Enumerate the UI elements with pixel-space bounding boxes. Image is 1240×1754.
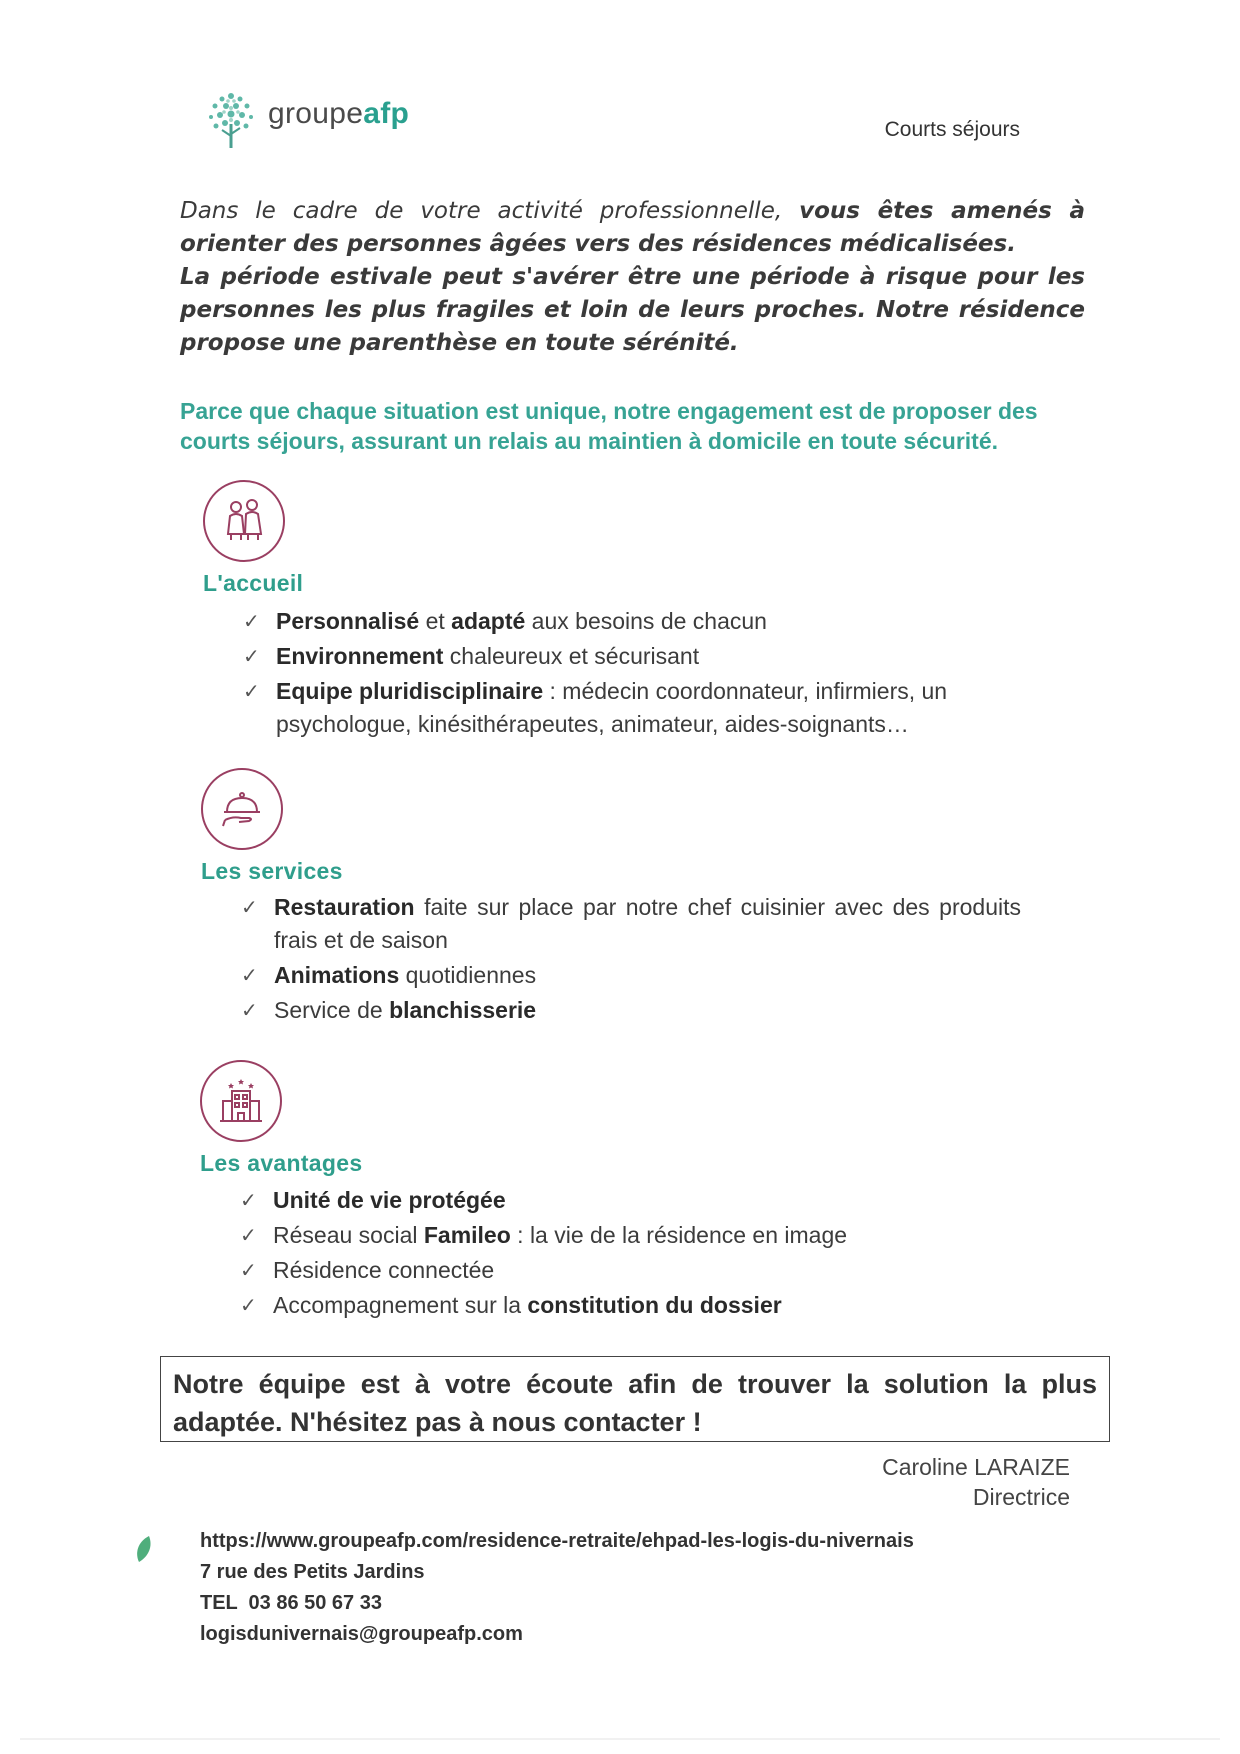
- signatory-role: Directrice: [972, 1484, 1070, 1510]
- postal-address: 7 rue des Petits Jardins: [200, 1561, 425, 1583]
- tree-logo-icon: [200, 84, 262, 154]
- list-item: ✓ Réseau social Famileo : la vie de la résidence en image: [240, 1219, 1040, 1252]
- checkmark-icon: ✓: [240, 1258, 257, 1282]
- contact-footer: [200, 1526, 914, 1650]
- list-item: ✓ Résidence connectée: [240, 1254, 1040, 1287]
- checkmark-icon: ✓: [243, 609, 260, 633]
- signatory-name: Caroline LARAIZE: [882, 1454, 1070, 1480]
- building-icon: [200, 1060, 282, 1142]
- contact-callout-box: Notre équipe est à votre écoute afin de trouver la solution la plus adaptée. N'hésitez pas à nous contacter !: [160, 1356, 1110, 1442]
- logo-wordmark: groupeafp: [268, 97, 410, 130]
- document-type: Courts séjours: [884, 118, 1020, 141]
- checkmark-icon: ✓: [241, 963, 258, 987]
- page-edge-divider: [20, 1738, 1220, 1740]
- checkmark-icon: ✓: [240, 1188, 257, 1212]
- signature-block: [882, 1452, 1070, 1512]
- checkmark-icon: ✓: [241, 998, 258, 1022]
- checkmark-icon: ✓: [241, 895, 258, 919]
- list-item: ✓ Environnement chaleureux et sécurisant: [243, 640, 1020, 673]
- people-icon: [203, 480, 285, 562]
- section-title-avantages: Les avantages: [200, 1150, 363, 1176]
- serving-dish-icon: [201, 768, 283, 850]
- website-link[interactable]: https://www.groupeafp.com/residence-retraite/ehpad-les-logis-du-nivernais: [200, 1530, 914, 1552]
- section-title-services: Les services: [201, 858, 343, 884]
- avantages-list: [240, 1184, 1040, 1324]
- list-item: ✓ Personnalisé et adapté aux besoins de chacun: [243, 605, 1020, 638]
- list-item: ✓ Equipe pluridisciplinaire : médecin coordonnateur, infirmiers, un psychologue, kinésithérapeutes, animateur, aides-soignants…: [243, 675, 1020, 741]
- checkmark-icon: ✓: [240, 1223, 257, 1247]
- list-item: ✓ Unité de vie protégée: [240, 1184, 1040, 1217]
- section-title-accueil: L'accueil: [203, 570, 304, 596]
- email-link[interactable]: logisdunivernais@groupeafp.com: [200, 1623, 523, 1645]
- groupeafp-logo: [200, 84, 409, 154]
- intro-paragraph: Dans le cadre de votre activité professionnelle, vous êtes amenés à orienter des personnes âgées vers des résidences médicalisées. La période estivale peut s'avérer être une période à risque pour les personnes les plus fragiles et loin de leurs proches. Notre résidence propose une parenthèse en toute sérénité.: [180, 198, 1085, 356]
- list-item: ✓ Accompagnement sur la constitution du dossier: [240, 1289, 1040, 1322]
- list-item: ✓ Animations quotidiennes: [241, 959, 1021, 992]
- list-item: ✓ Service de blanchisserie: [241, 994, 1021, 1027]
- checkmark-icon: ✓: [240, 1293, 257, 1317]
- list-item: ✓ Restauration faite sur place par notre chef cuisinier avec des produits frais et de saison: [241, 891, 1021, 957]
- accueil-list: [243, 605, 1020, 743]
- services-list: [241, 891, 1021, 1029]
- checkmark-icon: ✓: [243, 644, 260, 668]
- leaf-icon: [133, 1534, 155, 1564]
- phone-number: TEL 03 86 50 67 33: [200, 1592, 382, 1614]
- checkmark-icon: ✓: [243, 679, 260, 703]
- engagement-lead: Parce que chaque situation est unique, notre engagement est de proposer des courts séjours, assurant un relais au maintien à domicile en toute sécurité.: [180, 398, 1038, 454]
